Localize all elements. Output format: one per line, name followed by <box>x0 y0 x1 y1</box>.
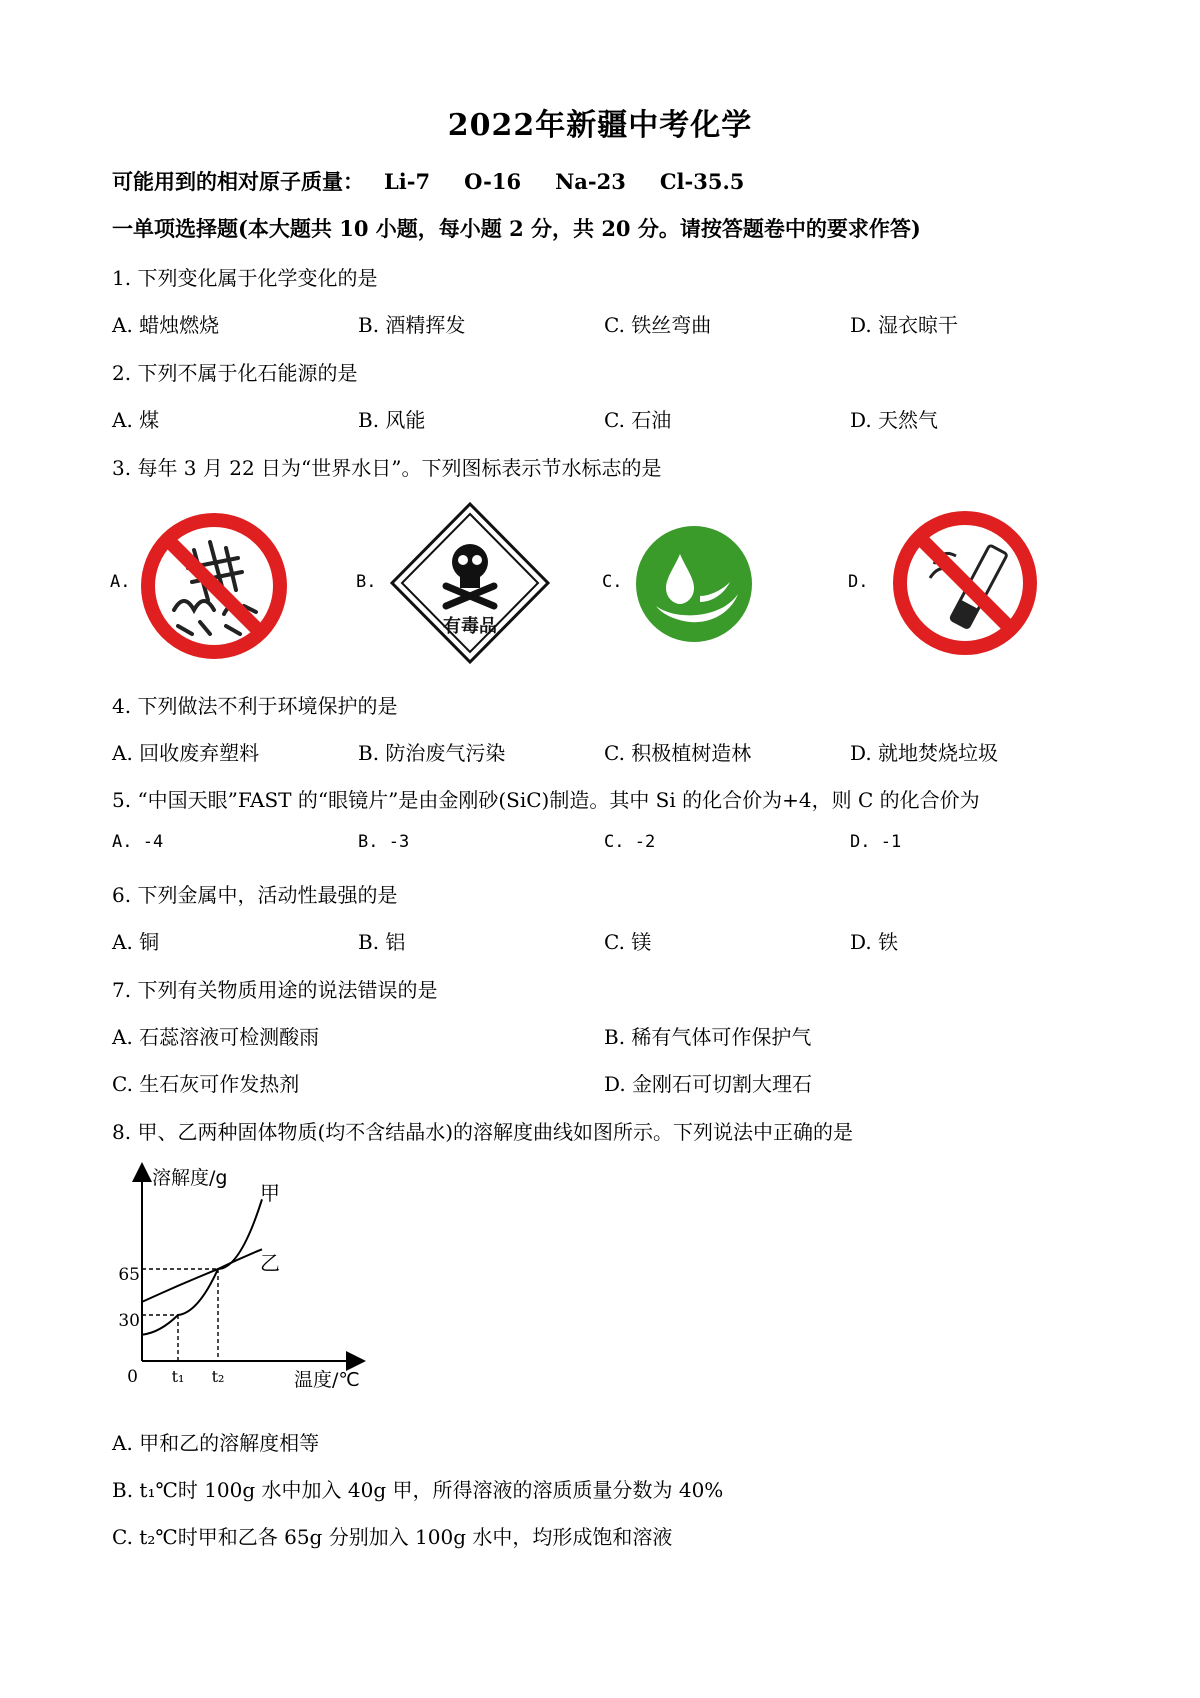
q5-option-a[interactable]: A. -4 <box>112 832 164 852</box>
y-tick-65: 65 <box>118 1265 140 1285</box>
question-3-stem: 3. 每年 3 月 22 日为“世界水日”。下列图标表示节水标志的是 <box>112 456 662 480</box>
question-5-stem: 5. “中国天眼”FAST 的“眼镜片”是由金刚砂(SiC)制造。其中 Si 的化合价为+4，则 C 的化合价为 <box>112 788 980 812</box>
question-6-stem: 6. 下列金属中，活动性最强的是 <box>112 883 398 907</box>
x-axis-label: 温度/℃ <box>294 1369 360 1390</box>
q6-option-b[interactable]: B. 铝 <box>358 930 406 954</box>
atomic-mass-label: 可能用到的相对原子质量： <box>112 169 364 194</box>
series-jia-label: 甲 <box>260 1181 280 1205</box>
x-tick-t1: t₁ <box>171 1367 185 1386</box>
y-axis-label: 溶解度/g <box>152 1167 228 1189</box>
q8-option-a[interactable]: A. 甲和乙的溶解度相等 <box>112 1431 320 1455</box>
solubility-chart <box>112 1158 382 1394</box>
q5-option-b[interactable]: B. -3 <box>358 832 410 852</box>
q7-option-a[interactable]: A. 石蕊溶液可检测酸雨 <box>112 1025 320 1049</box>
q3-option-d-label[interactable]: D. <box>848 572 869 592</box>
q1-option-d[interactable]: D. 湿衣晾干 <box>850 313 959 337</box>
toxic-label-text: 有毒品 <box>443 616 497 637</box>
q1-option-a[interactable]: A. 蜡烛燃烧 <box>112 313 220 337</box>
q4-option-a[interactable]: A. 回收废弃塑料 <box>112 741 260 765</box>
q8-option-b[interactable]: B. t₁℃时 100g 水中加入 40g 甲，所得溶液的溶质质量分数为 40% <box>112 1478 724 1502</box>
page-title: 2022年新疆中考化学 <box>447 108 753 143</box>
q6-option-c[interactable]: C. 镁 <box>604 930 652 954</box>
atomic-mass-li: Li-7 <box>384 169 431 194</box>
q7-option-c[interactable]: C. 生石灰可作发热剂 <box>112 1072 300 1096</box>
section-title: 一单项选择题(本大题共 10 小题，每小题 2 分，共 20 分。请按答题卷中的要求作答) <box>112 216 921 241</box>
q5-option-c[interactable]: C. -2 <box>604 832 656 852</box>
question-2-stem: 2. 下列不属于化石能源的是 <box>112 361 358 385</box>
water-saving-sign-icon[interactable] <box>634 524 754 648</box>
x-tick-t2: t₂ <box>211 1367 225 1386</box>
y-tick-30: 30 <box>118 1311 140 1331</box>
series-yi-label: 乙 <box>260 1251 280 1275</box>
origin-label: 0 <box>127 1367 138 1387</box>
q2-option-d[interactable]: D. 天然气 <box>850 408 939 432</box>
curve-yi <box>142 1249 262 1302</box>
atomic-mass-na: Na-23 <box>555 169 626 194</box>
q7-option-d[interactable]: D. 金刚石可切割大理石 <box>604 1072 813 1096</box>
q4-option-c[interactable]: C. 积极植树造林 <box>604 741 752 765</box>
question-7-stem: 7. 下列有关物质用途的说法错误的是 <box>112 978 438 1002</box>
q2-option-c[interactable]: C. 石油 <box>604 408 672 432</box>
q1-option-b[interactable]: B. 酒精挥发 <box>358 313 466 337</box>
question-8-stem: 8. 甲、乙两种固体物质(均不含结晶水)的溶解度曲线如图所示。下列说法中正确的是 <box>112 1120 854 1144</box>
q6-option-a[interactable]: A. 铜 <box>112 930 160 954</box>
q8-option-c[interactable]: C. t₂℃时甲和乙各 65g 分别加入 100g 水中，均形成饱和溶液 <box>112 1525 673 1549</box>
atomic-mass-cl: Cl-35.5 <box>659 169 745 194</box>
atomic-mass-o: O-16 <box>464 169 522 194</box>
q7-option-b[interactable]: B. 稀有气体可作保护气 <box>604 1025 812 1049</box>
q6-option-d[interactable]: D. 铁 <box>850 930 899 954</box>
q4-option-b[interactable]: B. 防治废气污染 <box>358 741 506 765</box>
q3-option-b-label[interactable]: B. <box>356 572 377 592</box>
q1-option-c[interactable]: C. 铁丝弯曲 <box>604 313 712 337</box>
question-1-stem: 1. 下列变化属于化学变化的是 <box>112 266 378 290</box>
q3-option-a-label[interactable]: A. <box>110 572 131 592</box>
no-burning-sign-icon[interactable] <box>138 510 290 666</box>
q2-option-b[interactable]: B. 风能 <box>358 408 426 432</box>
toxic-hazard-sign-icon[interactable] <box>388 500 552 670</box>
q2-option-a[interactable]: A. 煤 <box>112 408 160 432</box>
q5-option-d[interactable]: D. -1 <box>850 832 902 852</box>
q3-option-c-label[interactable]: C. <box>602 572 623 592</box>
no-smoking-sign-icon[interactable] <box>890 508 1040 662</box>
atomic-mass-line <box>112 166 778 196</box>
question-4-stem: 4. 下列做法不利于环境保护的是 <box>112 694 398 718</box>
q4-option-d[interactable]: D. 就地焚烧垃圾 <box>850 741 999 765</box>
